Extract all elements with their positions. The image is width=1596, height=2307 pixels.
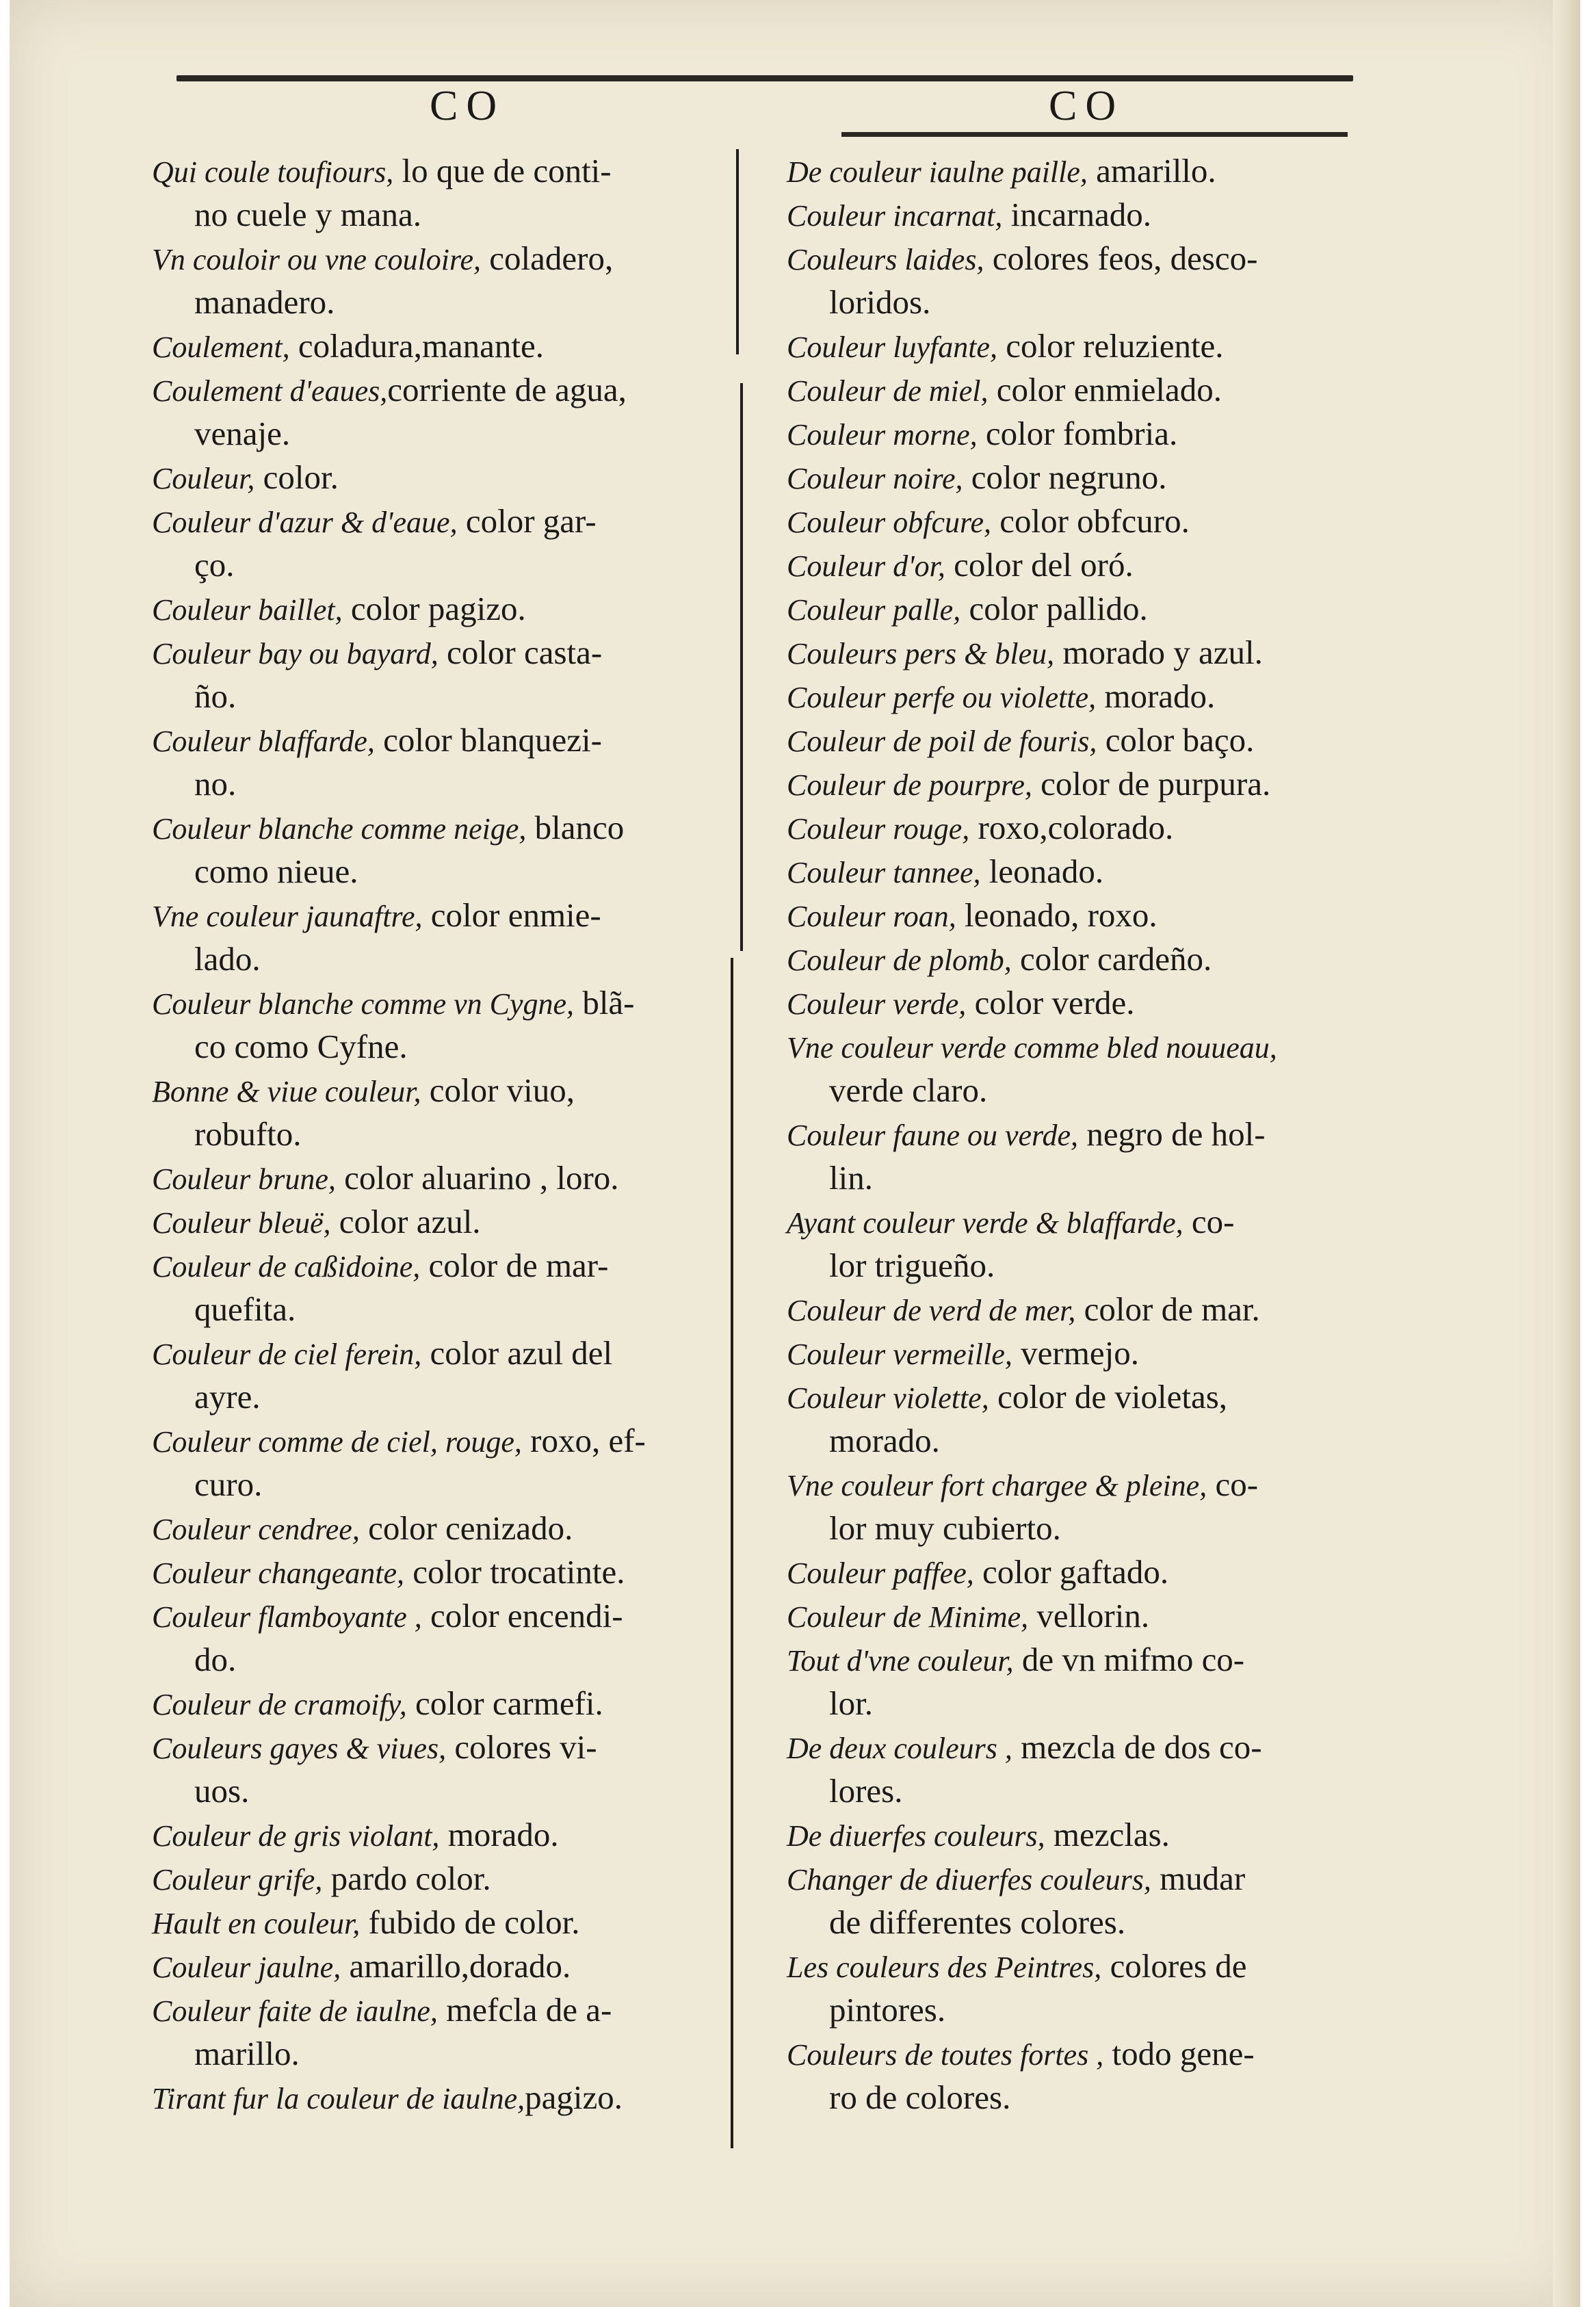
french-headword: Hault en couleur, — [152, 1907, 361, 1940]
spanish-translation: color de mar- — [420, 1247, 609, 1284]
spanish-translation: blã- — [574, 984, 635, 1021]
french-headword: Couleurs laides, — [787, 243, 984, 276]
spanish-translation: color enmie- — [422, 896, 601, 934]
spanish-translation: loridos. — [829, 283, 931, 321]
french-headword: Couleur blanche comme neige, — [152, 812, 527, 846]
dictionary-entry-line — [787, 718, 1361, 762]
entry-continuation-line — [787, 1988, 1361, 2032]
spanish-translation: amarillo. — [1087, 152, 1216, 190]
spanish-translation: venaje. — [194, 415, 291, 452]
french-headword: Couleur flamboyante , — [152, 1600, 422, 1634]
dictionary-entry-line — [152, 1156, 733, 1200]
dictionary-entry-line — [787, 1594, 1361, 1638]
spanish-translation: verde claro. — [829, 1071, 988, 1109]
spanish-translation: como nieue. — [194, 852, 358, 890]
header-rule — [176, 75, 1353, 81]
dictionary-entry-line — [787, 1375, 1361, 1419]
french-headword: Couleur verde, — [787, 987, 967, 1021]
dictionary-entry-line — [152, 1419, 733, 1463]
spanish-translation: leonado. — [980, 852, 1104, 890]
entry-continuation-line — [152, 1375, 733, 1419]
dictionary-entry-line — [152, 631, 733, 675]
dictionary-entry-line — [787, 412, 1361, 456]
french-headword: Tirant fur la couleur de iaulne, — [152, 2082, 525, 2115]
dictionary-entry-line — [787, 499, 1361, 543]
spanish-translation: color encendi- — [421, 1597, 623, 1634]
spanish-translation: coladura,manante. — [289, 327, 545, 365]
entry-continuation-line — [152, 2032, 733, 2076]
dictionary-entry-line — [152, 1944, 733, 1988]
spanish-translation: color de purpura. — [1032, 765, 1271, 803]
entry-continuation-line — [152, 1025, 733, 1069]
french-headword: Vne couleur verde comme bled nouueau, — [787, 1031, 1277, 1065]
dictionary-entry-line — [787, 937, 1361, 981]
spanish-translation: do. — [194, 1641, 237, 1678]
entry-continuation-line — [787, 1419, 1361, 1463]
spanish-translation: marillo. — [194, 2035, 300, 2072]
spanish-translation: color carmefi. — [406, 1684, 603, 1722]
spanish-translation: color baço. — [1097, 721, 1255, 759]
french-headword: Couleurs gayes & viues, — [152, 1732, 447, 1765]
spanish-translation: incarnado. — [1002, 196, 1152, 233]
spanish-translation: colores de — [1101, 1947, 1247, 1985]
spanish-translation: color azul del — [421, 1334, 613, 1372]
dictionary-entry-line — [787, 1550, 1361, 1594]
french-headword: De couleur iaulne paille, — [787, 155, 1088, 189]
entry-continuation-line — [787, 1244, 1361, 1288]
entry-continuation-line — [152, 543, 733, 587]
entry-continuation-line — [152, 762, 733, 806]
french-headword: Couleur roan, — [787, 900, 956, 933]
french-headword: Couleur bay ou bayard, — [152, 637, 439, 670]
spanish-translation: color gaftado. — [973, 1553, 1169, 1591]
dictionary-entry-line — [152, 1069, 733, 1112]
dictionary-entry-line — [787, 1857, 1361, 1901]
french-headword: Couleur luyfante, — [787, 330, 997, 364]
entry-continuation-line — [787, 1507, 1361, 1550]
dictionary-entry-line — [787, 1463, 1361, 1507]
spanish-translation: manadero. — [194, 283, 335, 321]
french-headword: Vne couleur jaunaftre, — [152, 900, 423, 933]
spanish-translation: morado. — [439, 1816, 559, 1853]
french-headword: De diuerfes couleurs, — [787, 1819, 1045, 1853]
running-head-right: CO — [1049, 83, 1125, 129]
spanish-translation: uos. — [194, 1772, 250, 1810]
french-headword: Couleur rouge, — [787, 812, 970, 846]
french-headword: Couleur comme de ciel, rouge, — [152, 1425, 522, 1459]
spanish-translation: color pallido. — [960, 590, 1148, 627]
dictionary-entry-line — [152, 499, 733, 543]
french-headword: Couleur changeante, — [152, 1556, 405, 1590]
spanish-translation: morado y azul. — [1054, 634, 1263, 671]
spanish-translation: co como Cyfne. — [194, 1028, 408, 1065]
column-divider-middle — [740, 383, 743, 951]
french-headword: Couleur de poil de fouris, — [787, 725, 1097, 758]
entry-continuation-line — [152, 1769, 733, 1813]
french-headword: Vn couloir ou vne couloire, — [152, 243, 482, 276]
entry-continuation-line — [152, 1638, 733, 1682]
french-headword: Coulement d'eaues, — [152, 374, 388, 408]
spanish-translation: pintores. — [829, 1991, 946, 2029]
spanish-translation: vermejo. — [1012, 1334, 1139, 1372]
entry-continuation-line — [152, 412, 733, 456]
spanish-translation: ro de colores. — [829, 2078, 1011, 2116]
entry-continuation-line — [787, 1682, 1361, 1725]
spanish-translation: color viuo, — [421, 1071, 575, 1109]
spanish-translation: lado. — [194, 940, 261, 978]
french-headword: Couleur tannee, — [787, 856, 981, 889]
french-headword: Vne couleur fort chargee & pleine, — [787, 1469, 1207, 1502]
dictionary-entry-line — [787, 981, 1361, 1025]
column-divider-upper — [736, 149, 739, 354]
spanish-translation: colores feos, desco- — [984, 239, 1258, 277]
dictionary-entry-line — [787, 1944, 1361, 1988]
dictionary-entry-line — [152, 1901, 733, 1944]
spanish-translation: roxo,colorado. — [969, 809, 1174, 846]
dictionary-entry-line — [152, 1988, 733, 2032]
spanish-translation: blanco — [526, 809, 625, 846]
dictionary-entry-line — [787, 894, 1361, 937]
spanish-translation: corriente de agua, — [387, 371, 627, 408]
entry-continuation-line — [152, 1288, 733, 1331]
french-headword: Couleur incarnat, — [787, 199, 1003, 233]
french-headword: Couleur de caßidoine, — [152, 1250, 421, 1283]
spanish-translation: color obfcuro. — [991, 502, 1190, 540]
french-headword: Couleur de gris violant, — [152, 1819, 440, 1853]
spanish-translation: mudar — [1151, 1860, 1246, 1897]
french-headword: Couleur de miel, — [787, 374, 989, 408]
french-headword: De deux couleurs , — [787, 1732, 1012, 1765]
french-headword: Couleur de ciel ferein, — [152, 1338, 422, 1371]
spanish-translation: morado. — [1096, 677, 1216, 715]
dictionary-entry-line — [152, 368, 733, 412]
spanish-translation: roxo, ef- — [521, 1422, 646, 1459]
french-headword: Couleur cendree, — [152, 1513, 360, 1546]
entry-continuation-line — [152, 1463, 733, 1507]
entry-continuation-line — [787, 281, 1361, 324]
spanish-translation: lo que de conti- — [393, 152, 612, 190]
spanish-translation: todo gene- — [1103, 2035, 1255, 2072]
entry-continuation-line — [787, 1069, 1361, 1112]
dictionary-entry-line — [152, 1331, 733, 1375]
spanish-translation: color cardeño. — [1011, 940, 1212, 978]
french-headword: Couleur violette, — [787, 1381, 989, 1415]
dictionary-entry-line — [787, 631, 1361, 675]
french-headword: Couleur jaulne, — [152, 1951, 341, 1984]
spanish-translation: ño. — [194, 677, 237, 715]
spanish-translation: color blanquezi- — [374, 721, 602, 759]
spanish-translation: robufto. — [194, 1115, 302, 1153]
dictionary-entry-line — [787, 1813, 1361, 1857]
dictionary-entry-line — [787, 850, 1361, 894]
french-headword: Couleur faite de iaulne, — [152, 1994, 438, 2028]
spanish-translation: leonado, roxo. — [956, 896, 1157, 934]
french-headword: Couleur obfcure, — [787, 506, 991, 539]
dictionary-entry-line — [152, 2076, 733, 2120]
spanish-translation: lin. — [829, 1159, 873, 1197]
french-headword: Couleur palle, — [787, 593, 961, 627]
french-headword: Couleur paffee, — [787, 1556, 974, 1590]
spanish-translation: lor muy cubierto. — [829, 1509, 1061, 1547]
spanish-translation: co- — [1207, 1465, 1259, 1503]
dictionary-entry-line — [152, 587, 733, 631]
dictionary-entry-line — [787, 237, 1361, 281]
spanish-translation: color fombria. — [977, 415, 1178, 452]
spanish-translation: color trocatinte. — [404, 1553, 625, 1591]
spanish-translation: ayre. — [194, 1378, 261, 1416]
dictionary-entry-line — [787, 675, 1361, 718]
spanish-translation: co- — [1183, 1203, 1235, 1240]
french-headword: Couleur blaffarde, — [152, 725, 375, 758]
entry-continuation-line — [152, 281, 733, 324]
spanish-translation: color cenizado. — [359, 1509, 573, 1547]
spanish-translation: color pagizo. — [342, 590, 526, 627]
dictionary-entry-line — [787, 806, 1361, 850]
left-column — [152, 149, 733, 2120]
entry-continuation-line — [787, 1769, 1361, 1813]
spanish-translation: color casta- — [438, 634, 603, 671]
dictionary-entry-line — [787, 1331, 1361, 1375]
spanish-translation: de differentes colores. — [829, 1903, 1126, 1941]
french-headword: Tout d'vne couleur, — [787, 1644, 1014, 1678]
french-headword: Coulement, — [152, 330, 290, 364]
spanish-translation: no cuele y mana. — [194, 196, 421, 233]
dictionary-entry-line — [787, 543, 1361, 587]
french-headword: Couleur perfe ou violette, — [787, 681, 1097, 714]
french-headword: Couleur blanche comme vn Cygne, — [152, 987, 575, 1021]
spanish-translation: color verde. — [966, 984, 1135, 1021]
dictionary-entry-line — [787, 456, 1361, 499]
right-column — [787, 149, 1361, 2120]
spanish-translation: color de mar. — [1075, 1290, 1260, 1328]
french-headword: Les couleurs des Peintres, — [787, 1951, 1102, 1984]
dictionary-entry-line — [787, 324, 1361, 368]
french-headword: Couleur de plomb, — [787, 943, 1012, 977]
spanish-translation: mezcla de dos co- — [1012, 1728, 1262, 1766]
spanish-translation: color aluarino , loro. — [335, 1159, 619, 1197]
spanish-translation: fubido de color. — [360, 1903, 580, 1941]
dictionary-entry-line — [787, 2032, 1361, 2076]
dictionary-entry-line — [787, 1288, 1361, 1331]
spanish-translation: curo. — [194, 1465, 263, 1503]
dictionary-entry-line — [787, 1112, 1361, 1156]
spanish-translation: lor trigueño. — [829, 1247, 995, 1284]
french-headword: Bonne & viue couleur, — [152, 1075, 421, 1108]
spanish-translation: colores vi- — [446, 1728, 597, 1766]
spanish-translation: negro de hol- — [1078, 1115, 1266, 1153]
french-headword: Couleur d'azur & d'eaue, — [152, 506, 458, 539]
dictionary-entry-line — [152, 1244, 733, 1288]
spanish-translation: amarillo,dorado. — [341, 1947, 571, 1985]
spanish-translation: lores. — [829, 1772, 903, 1810]
french-headword: Couleur de cramoify, — [152, 1688, 407, 1721]
dictionary-entry-line — [787, 587, 1361, 631]
entry-continuation-line — [152, 675, 733, 718]
entry-continuation-line — [152, 850, 733, 894]
dictionary-entry-line — [787, 1638, 1361, 1682]
dictionary-entry-line — [787, 1200, 1361, 1244]
french-headword: Couleur brune, — [152, 1162, 336, 1196]
dictionary-entry-line — [152, 1857, 733, 1901]
spanish-translation: no. — [194, 765, 237, 803]
spanish-translation: de vn mifmo co- — [1013, 1641, 1245, 1678]
dictionary-entry-line — [152, 1813, 733, 1857]
header-underline — [841, 132, 1348, 137]
french-headword: Couleur, — [152, 462, 255, 495]
dictionary-entry-line — [152, 149, 733, 193]
dictionary-entry-line — [787, 1025, 1361, 1069]
dictionary-entry-line — [152, 1725, 733, 1769]
spanish-translation: vellorin. — [1028, 1597, 1150, 1634]
dictionary-entry-line — [152, 894, 733, 937]
spanish-translation: color del oró. — [945, 546, 1134, 584]
spanish-translation: color reluziente. — [997, 327, 1224, 365]
french-headword: Couleur vermeille, — [787, 1338, 1012, 1371]
french-headword: Qui coule toufiours, — [152, 155, 394, 189]
entry-continuation-line — [152, 1112, 733, 1156]
french-headword: Couleur de pourpre, — [787, 768, 1032, 802]
french-headword: Couleur de Minime, — [787, 1600, 1029, 1634]
spanish-translation: color azul. — [330, 1203, 481, 1240]
spanish-translation: mezclas. — [1045, 1816, 1170, 1853]
dictionary-entry-line — [152, 1200, 733, 1244]
french-headword: Couleur baillet, — [152, 593, 343, 627]
spanish-translation: color gar- — [457, 502, 597, 540]
spanish-translation: mefcla de a- — [437, 1991, 612, 2029]
spanish-translation: color enmielado. — [988, 371, 1222, 408]
french-headword: Couleurs de toutes fortes , — [787, 2038, 1104, 2072]
dictionary-entry-line — [152, 1594, 733, 1638]
french-headword: Changer de diuerfes couleurs, — [787, 1863, 1151, 1897]
page-edge-shadow — [1553, 0, 1580, 2307]
dictionary-entry-line — [152, 456, 733, 499]
french-headword: Couleur faune ou verde, — [787, 1119, 1079, 1152]
dictionary-entry-line — [152, 1682, 733, 1725]
french-headword: Ayant couleur verde & blaffarde, — [787, 1206, 1183, 1240]
spanish-translation: quefita. — [194, 1290, 296, 1328]
spanish-translation: color negruno. — [963, 458, 1167, 496]
french-headword: Couleur grife, — [152, 1863, 323, 1897]
spanish-translation: pardo color. — [322, 1860, 491, 1897]
dictionary-entry-line — [787, 762, 1361, 806]
spanish-translation: pagizo. — [525, 2078, 623, 2116]
entry-continuation-line — [787, 1156, 1361, 1200]
dictionary-entry-line — [152, 981, 733, 1025]
entry-continuation-line — [787, 1901, 1361, 1944]
dictionary-entry-line — [152, 324, 733, 368]
french-headword: Couleur de verd de mer, — [787, 1294, 1076, 1327]
dictionary-entry-line — [152, 1507, 733, 1550]
french-headword: Couleur d'or, — [787, 549, 945, 583]
dictionary-entry-line — [787, 149, 1361, 193]
dictionary-entry-line — [787, 193, 1361, 237]
french-headword: Couleur morne, — [787, 418, 978, 452]
dictionary-entry-line — [787, 368, 1361, 412]
spanish-translation: ço. — [194, 546, 235, 584]
spanish-translation: coladero, — [481, 239, 614, 277]
dictionary-entry-line — [152, 718, 733, 762]
entry-continuation-line — [152, 193, 733, 237]
spanish-translation: color. — [254, 458, 339, 496]
french-headword: Couleur bleuë, — [152, 1206, 331, 1240]
dictionary-entry-line — [152, 237, 733, 281]
french-headword: Couleurs pers & bleu, — [787, 637, 1055, 670]
dictionary-entry-line — [787, 1725, 1361, 1769]
entry-continuation-line — [787, 2076, 1361, 2120]
spanish-translation: lor. — [829, 1684, 873, 1722]
running-head-left: CO — [430, 83, 506, 129]
french-headword: Couleur noire, — [787, 462, 963, 495]
dictionary-entry-line — [152, 1550, 733, 1594]
spanish-translation: morado. — [829, 1422, 940, 1459]
dictionary-entry-line — [152, 806, 733, 850]
entry-continuation-line — [152, 937, 733, 981]
spanish-translation: color de violetas, — [989, 1378, 1228, 1416]
